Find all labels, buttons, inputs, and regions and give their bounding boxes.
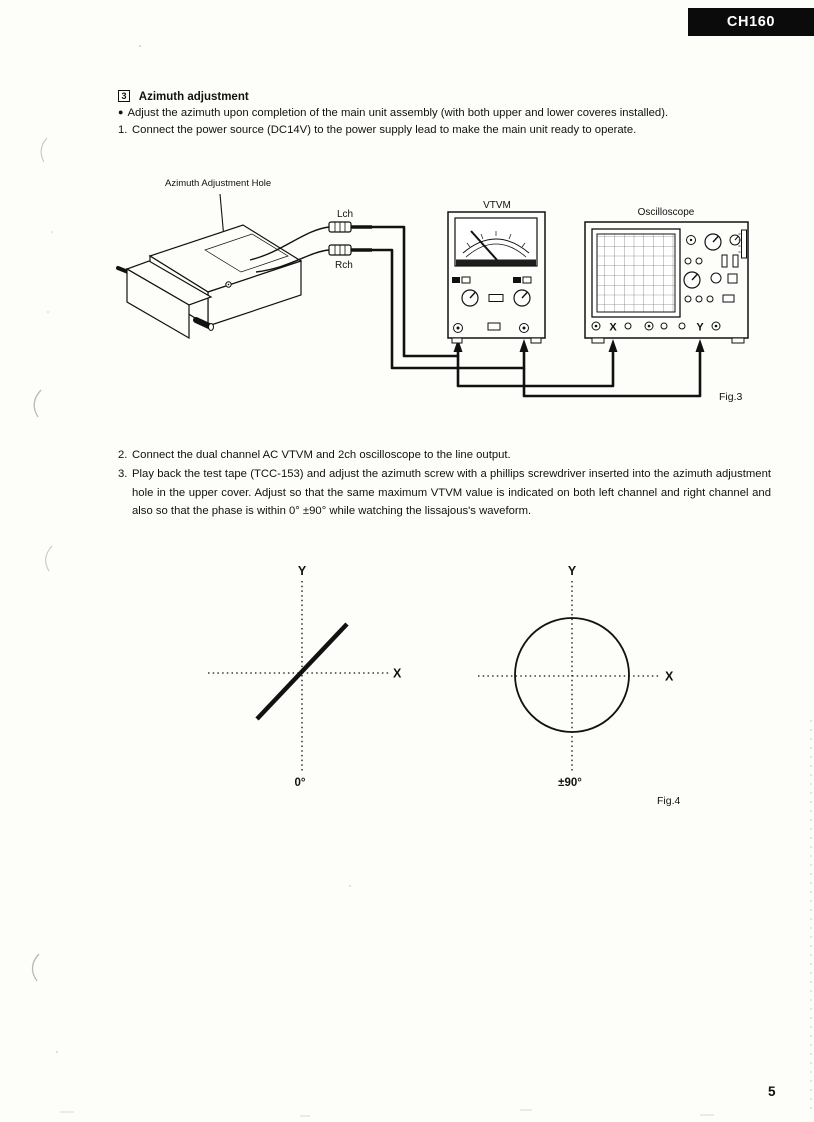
bullet-icon: ● xyxy=(118,107,124,117)
page-number: 5 xyxy=(768,1084,776,1099)
vtvm-terminal-right-pin xyxy=(523,327,526,330)
lch-to-vtvm-line xyxy=(372,227,458,356)
model-badge xyxy=(688,8,814,36)
fig4-lissajous-diagrams xyxy=(0,555,814,815)
scope-toggle-a xyxy=(722,255,727,267)
scope-button-b xyxy=(723,295,734,302)
section-title: Azimuth adjustment xyxy=(138,91,249,103)
scope-knob-a-dot xyxy=(690,239,692,241)
step-3 xyxy=(118,465,771,521)
scope-jack-x xyxy=(625,323,631,329)
scope-slider xyxy=(742,230,747,258)
step-1-number: 1. xyxy=(118,124,128,136)
bullet-text: Adjust the azimuth upon completion of the main unit assembly (with both upper and lower coveres installed). xyxy=(127,107,669,119)
vtvm-bottom-plate xyxy=(488,323,500,330)
scope-screen-grid xyxy=(597,234,675,312)
left-y-axis-label: Y xyxy=(297,564,307,578)
step-2 xyxy=(118,446,511,465)
scope-foot-right xyxy=(732,338,744,343)
step-3-number: 3. xyxy=(118,468,128,480)
scan-artifact xyxy=(349,885,351,887)
section-number: 3 xyxy=(118,90,130,102)
arrow-vtvm-right xyxy=(520,339,529,352)
lissajous-0deg xyxy=(208,564,402,789)
right-y-axis-label: Y xyxy=(567,564,577,578)
scope-y-label: Y xyxy=(696,321,704,334)
oscilloscope-device xyxy=(585,207,748,343)
vtvm-device xyxy=(448,200,545,343)
arrow-scope-y xyxy=(696,339,705,352)
scope-terminal-y-gnd-pin xyxy=(715,325,718,328)
azimuth-hole-label: Azimuth Adjustment Hole xyxy=(165,178,272,189)
deck-jack-cap xyxy=(209,324,214,331)
azimuth-hole-center xyxy=(228,284,230,286)
vtvm-center-plate xyxy=(489,295,503,302)
vtvm-foot-left xyxy=(452,338,462,343)
scope-jack-b xyxy=(696,258,702,264)
vtvm-switch-2 xyxy=(462,277,470,283)
rch-label: Rch xyxy=(335,260,353,271)
scope-knob-e xyxy=(711,273,721,283)
section-heading xyxy=(118,90,249,103)
left-x-axis-label: X xyxy=(393,666,402,681)
step-1 xyxy=(118,121,636,140)
scope-jack-c xyxy=(685,296,691,302)
step-2-number: 2. xyxy=(118,449,128,461)
fig4-caption: Fig.4 xyxy=(657,795,681,807)
bullet-note xyxy=(118,107,668,119)
scan-artifact xyxy=(60,1110,714,1116)
scope-terminal-x-gnd-pin xyxy=(595,325,598,328)
lch-label: Lch xyxy=(337,209,354,220)
fig3-connection-diagram xyxy=(0,168,814,408)
scope-toggle-b xyxy=(733,255,738,267)
scan-artifact xyxy=(41,138,47,162)
scan-artifact xyxy=(139,45,141,47)
step-3-text: Play back the test tape (TCC-153) and adjust the azimuth screw with a phillips screwdriver inserted into the azimuth adjustment hole in the upper cover. Adjust so that the same maximum VTVM value is indicated on both left channel and right channel and also so that the phase is within 0° ±90° while watching the lissajous's waveform. xyxy=(132,468,771,518)
vtvm-switch-3 xyxy=(513,277,521,283)
right-phase-value: ±90° xyxy=(558,777,582,789)
right-x-axis-label: X xyxy=(665,669,674,684)
scope-button-a xyxy=(728,274,737,283)
vtvm-foot-right xyxy=(531,338,541,343)
fig3-caption: Fig.3 xyxy=(719,391,743,403)
vtvm-label: VTVM xyxy=(483,200,511,211)
scope-jack-y xyxy=(679,323,685,329)
scope-terminal-mid-pin xyxy=(648,325,651,328)
scope-jack-e xyxy=(707,296,713,302)
oscilloscope-label: Oscilloscope xyxy=(637,207,695,218)
scan-artifact xyxy=(56,1051,58,1053)
scope-x-label: X xyxy=(609,321,617,334)
scan-artifact xyxy=(32,954,39,981)
cassette-deck-drawing xyxy=(118,225,301,338)
step-2-text: Connect the dual channel AC VTVM and 2ch oscilloscope to the line output. xyxy=(132,449,511,461)
arrow-scope-x xyxy=(609,339,618,352)
meter-bottom-band xyxy=(456,260,536,266)
step-1-text: Connect the power source (DC14V) to the power supply lead to make the main unit ready to operate. xyxy=(132,124,637,136)
scope-jack-d xyxy=(696,296,702,302)
vtvm-terminal-left-pin xyxy=(457,327,460,330)
model-number: CH160 xyxy=(726,14,776,30)
scope-jack-mid xyxy=(661,323,667,329)
left-phase-value: 0° xyxy=(294,777,306,789)
vtvm-switch-4 xyxy=(523,277,531,283)
lissajous-90deg xyxy=(478,564,674,789)
scope-foot-left xyxy=(592,338,604,343)
vtvm-switch-1 xyxy=(452,277,460,283)
scope-jack-a xyxy=(685,258,691,264)
